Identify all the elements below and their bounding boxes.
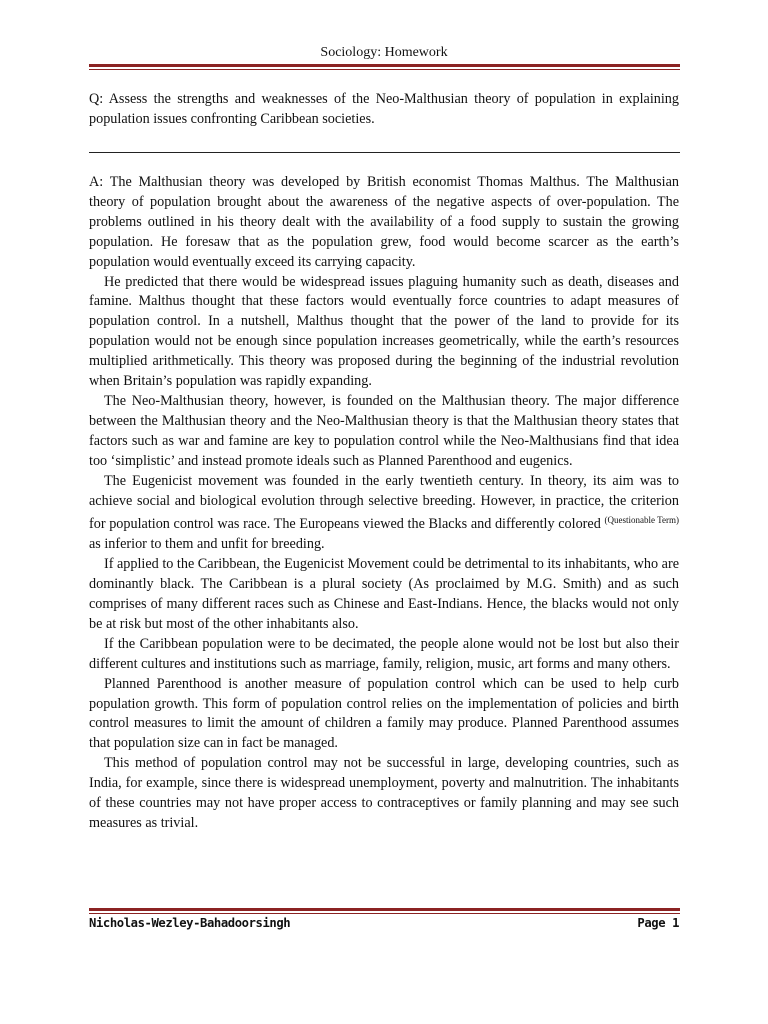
- paragraph-4-before: The Eugenicist movement was founded in the early twentieth century. In theory, its aim was to achieve social and biological evolution through selective breeding. However, in practice, the criterion for population control was race. The Europeans viewed the Blacks and differently colored: [89, 472, 679, 533]
- paragraph-5: If applied to the Caribbean, the Eugenicist Movement could be detrimental to its inhabitants, who are dominantly black. The Caribbean is a plural society (As proclaimed by M.G. Smith) and as such comprises of many different races such as Chinese and East-Indians. Hence, the blacks would not only be at risk but most of the other inhabitants also.: [89, 556, 679, 632]
- paragraph-1: A: The Malthusian theory was developed by British economist Thomas Malthus. The Malthusian theory of population brought about the awareness of the negative aspects of over-population. The problems outlined in his theory dealt with the availability of a food supply to sustain the growing population. He foresaw that as the population grew, food would become scarcer as the earth’s population would eventually exceed its carrying capacity.: [89, 174, 679, 270]
- paragraph-4-after: as inferior to them and unfit for breeding.: [89, 536, 325, 553]
- page-header-title: Sociology: Homework: [320, 45, 448, 60]
- paragraph-4: [89, 472, 679, 556]
- paragraph-6: If the Caribbean population were to be decimated, the people alone would not be lost but also their different cultures and institutions such as marriage, family, religion, music, art forms and many others.: [89, 635, 679, 672]
- question-text: Q: Assess the strengths and weaknesses of the Neo-Malthusian theory of population in explaining population issues confronting Caribbean societies.: [89, 91, 679, 127]
- footer-rule-thin: [89, 913, 680, 914]
- paragraph-2: He predicted that there would be widespread issues plaguing humanity such as death, diseases and famine. Malthus thought that these factors would eventually force countries to adapt measures of population control. In a nutshell, Malthus thought that the power of the land to provide for its population would not be enough since population increases geometrically, while the earth’s resources multiplied arithmetically. This theory was proposed during the beginning of the industrial revolution when Britain’s population was rapidly expanding.: [89, 273, 679, 390]
- page-number: Page 1: [637, 916, 679, 930]
- header-rule: [89, 64, 680, 67]
- paragraph-8: This method of population control may not be successful in large, developing countries, such as India, for example, since there is widespread unemployment, poverty and malnutrition. The inhabitants of these countries may not have proper access to contraceptives or family planning and may see such measures as trivial.: [89, 755, 679, 831]
- header-rule-thin: [89, 69, 680, 70]
- questionable-term-note: (Questionable Term): [604, 515, 679, 526]
- paragraph-7: Planned Parenthood is another measure of population control which can be used to help curb population growth. This form of population control relies on the implementation of policies and birth control measures to limit the amount of children a family may produce. Planned Parenthood assumes that population size can in fact be managed.: [89, 675, 679, 752]
- answer-body: [89, 173, 679, 834]
- paragraph-3: The Neo-Malthusian theory, however, is founded on the Malthusian theory. The major difference between the Malthusian theory and the Neo-Malthusian theory is that the Malthusian theory states that factors such as war and famine are key to population control while the Neo-Malthusians find that idea too ‘simplistic’ and instead promote ideals such as Planned Parenthood and eugenics.: [89, 392, 679, 469]
- question-divider: [89, 152, 680, 153]
- footer-rule: [89, 908, 680, 911]
- footer-author: Nicholas-Wezley-Bahadoorsingh: [89, 916, 291, 930]
